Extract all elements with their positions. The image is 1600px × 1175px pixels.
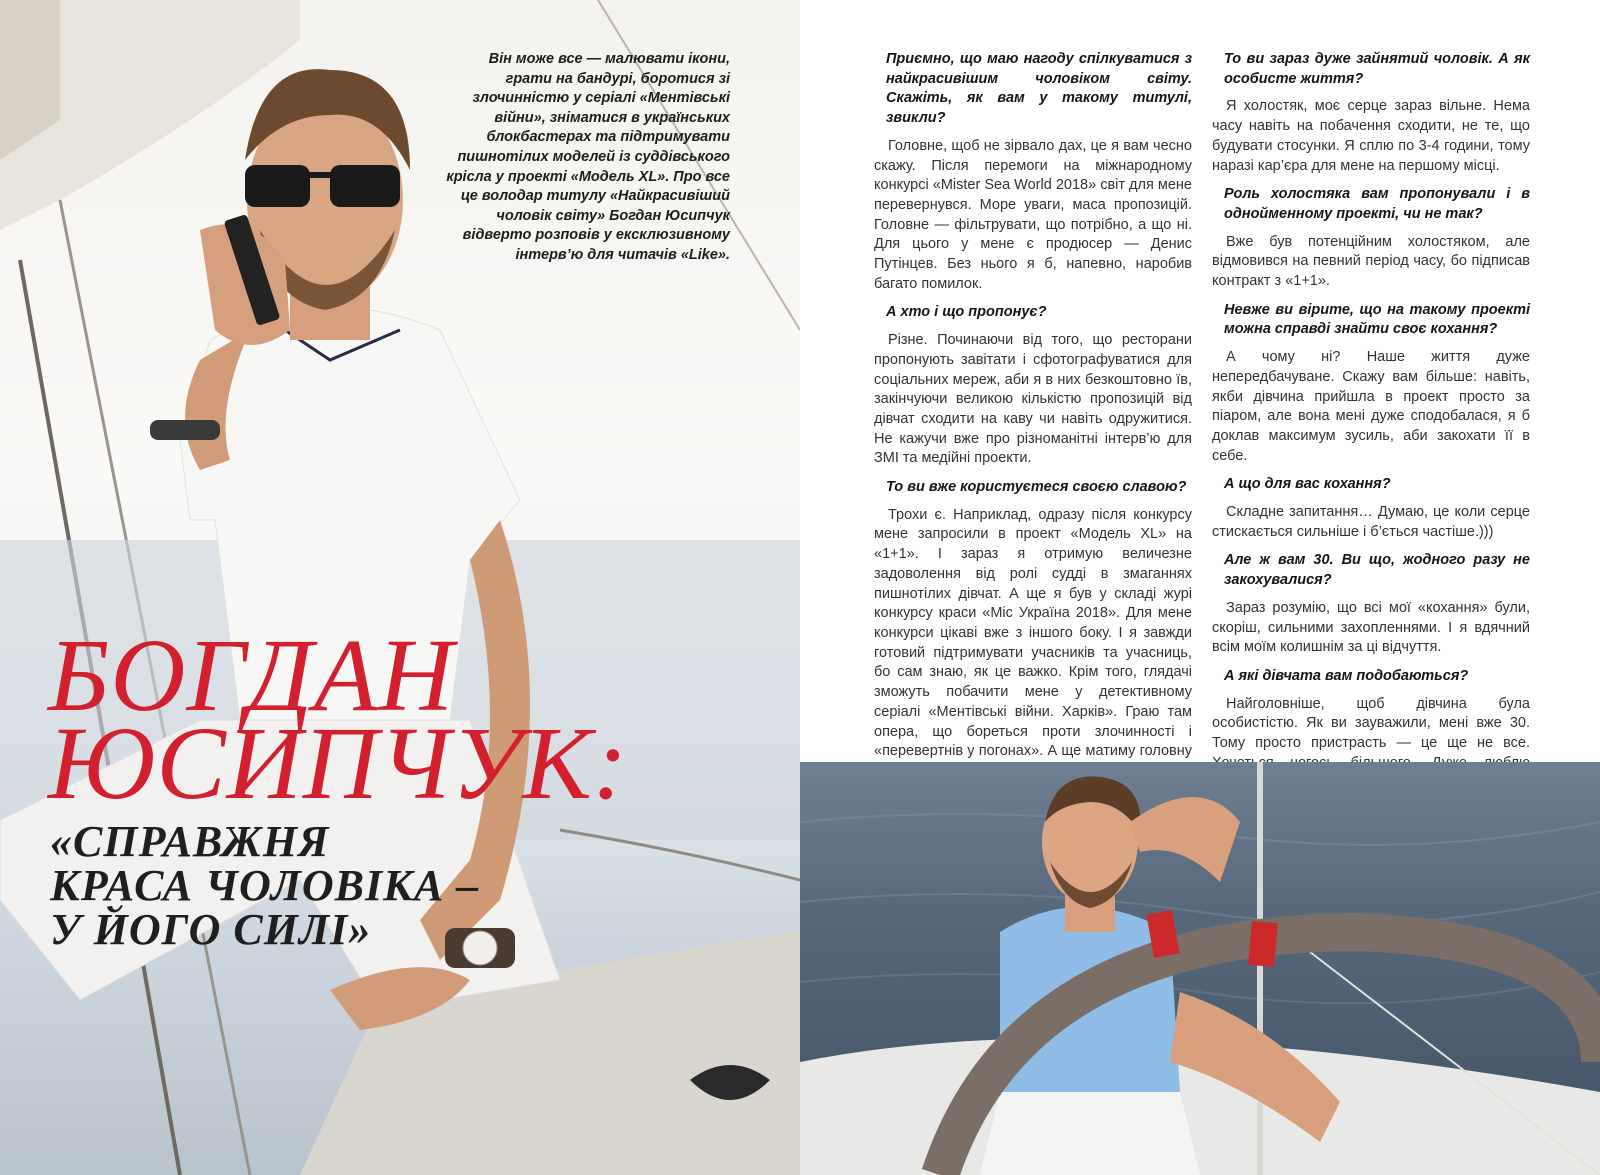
interview-question: То ви вже користуєтеся своєю славою? <box>886 479 1187 496</box>
interview-answer: Трохи є. Наприклад, одразу після конкурсу мене запросили в проект «Модель XL» на «1+1». І зараз я отримую величезне задоволення від ролі судді в змаганнях пишнотілих дівчат. А ще я був у складі журі конкурсу краси «Міс Україна 2018». Для мене конкурси цікаві вже з іншого боку. І я завжди готовий підтримувати учасників та учасниць, бо сам знаю, як це важко. Крім того, глядачі зможуть побачити мене у детективному серіалі «Ментівські війни. Харків». Граю там опера, що бореться проти злочинності і «перевертнів у погонах». А ще матиму головну <box>874 506 1192 760</box>
interview-question: То ви зараз дуже зайнятий чоловік. А як особисте життя? <box>1224 51 1530 87</box>
interview-answer: Головне, щоб не зірвало дах, це я вам чесно скажу. Після перемоги на міжнародному конкурсі «Mister Sea World 2018» світ для мене перевернувся. Море уваги, маса пропозицій. Головне — фільтрувати, що потрібно, а що ні. Для цього у мене є продюсер — Денис Путінцев. Без нього я б, напевно, наробив багато помилок. <box>874 137 1192 292</box>
interview-question: А що для вас кохання? <box>1224 476 1391 493</box>
man-at-helm-photo <box>800 762 1600 1175</box>
interview-answer: Найголовніше, щоб дівчина була особистістю. Як ви зауважили, мені вже 30. Тому просто пристрасть — це ще не все. <box>1212 695 1530 752</box>
quote-line: КРАСА ЧОЛОВІКА – <box>50 861 480 910</box>
interview-column-2 <box>1212 50 1530 802</box>
bracelet <box>150 420 220 440</box>
sunglasses-right <box>330 165 400 207</box>
headline-quote <box>50 817 480 954</box>
interview-question: Приємно, що маю нагоду спілкуватися з найкрасивішим чоловіком світу. Скажіть, як вам у такому титулі, звикли? <box>886 51 1192 127</box>
sunglasses-bridge <box>305 172 335 178</box>
intro-lede: Він може все — малювати ікони, грати на бандурі, боротися зі злочинністю у серіалі «Ментівські війни», зніматися в українських блокбастерах та підтримувати пишнотілих моделей із суддівського крісла у проекті «Модель XL». Про все це володар титулу «Найкрасивіший чоловік світу» Богдан Юсипчук відверто розповів у ексклюзивному інтерв’ю для читачів «Like». <box>446 51 730 263</box>
headline-line: БОГДАН <box>48 618 455 733</box>
headline-line: ЮСИПЧУК: <box>48 706 629 821</box>
helm-grip <box>1248 921 1278 967</box>
water-ripple <box>800 892 1600 923</box>
interview-answer: Вже був потенційним холостяком, але відмовився на певний період часу, бо підписав контракт з «1+1». <box>1212 233 1530 290</box>
raised-arm <box>1130 797 1240 882</box>
interview-question: А які дівчата вам подобаються? <box>1224 667 1469 684</box>
interview-column-1 <box>874 50 1192 810</box>
quote-line: У ЙОГО СИЛІ» <box>50 905 372 954</box>
water-ripple <box>800 972 1600 1003</box>
interview-answer: Зараз розумію, що всі мої «кохання» були, скоріш, сильними захопленнями. І я вдячний всім моїм колишнім за ці відчуття. <box>1212 599 1530 656</box>
interview-question: Невже ви вірите, що на такому проекті можна справді знайти своє кохання? <box>1224 301 1530 338</box>
interview-question: Але ж вам 30. Ви що, жодного разу не закохувалися? <box>1224 552 1530 589</box>
quote-line: «СПРАВЖНЯ <box>50 817 330 866</box>
headline-name <box>48 618 629 821</box>
interview-question: А хто і що пропонує? <box>886 304 1047 321</box>
right-page <box>800 0 1600 1175</box>
interview-answer: А чому ні? Наше життя дуже непередбачуване. Скажу вам більше: навіть, якби дівчина прийшла в проект просто за піаром, але вона мені дуже сподобалася, я б доклав максимум зусиль, аби закохати її в себе. <box>1212 349 1530 464</box>
interview-question: Роль холостяка вам пропонували і в однойменному проекті, чи не так? <box>1224 186 1530 222</box>
interview-answer: Я холостяк, моє серце зараз вільне. Нема часу навіть на побачення сходити, не те, що будувати стосунки. Я сплю по 3-4 години, тому наразі кар’єра для мене на першому місці. <box>1212 98 1530 174</box>
interview-answer: Складне запитання… Думаю, це коли серце стискається сильніше і б’ється частіше.))) <box>1212 504 1530 540</box>
white-shorts <box>980 1092 1200 1175</box>
interview-answer: Різне. Починаючи від того, що ресторани пропонують завітати і сфотографуватися для соціальних мереж, аби я в них безкоштовно їв, закінчуючи великою кількістю пропозицій від дівчат сходити на каву чи навіть одружитися. Не кажучи вже про різноманітні інтерв’ю для ЗМІ та медійні проекти. <box>874 332 1192 467</box>
sunglasses-left <box>245 165 310 207</box>
helm-photo-drawing <box>800 762 1600 1175</box>
